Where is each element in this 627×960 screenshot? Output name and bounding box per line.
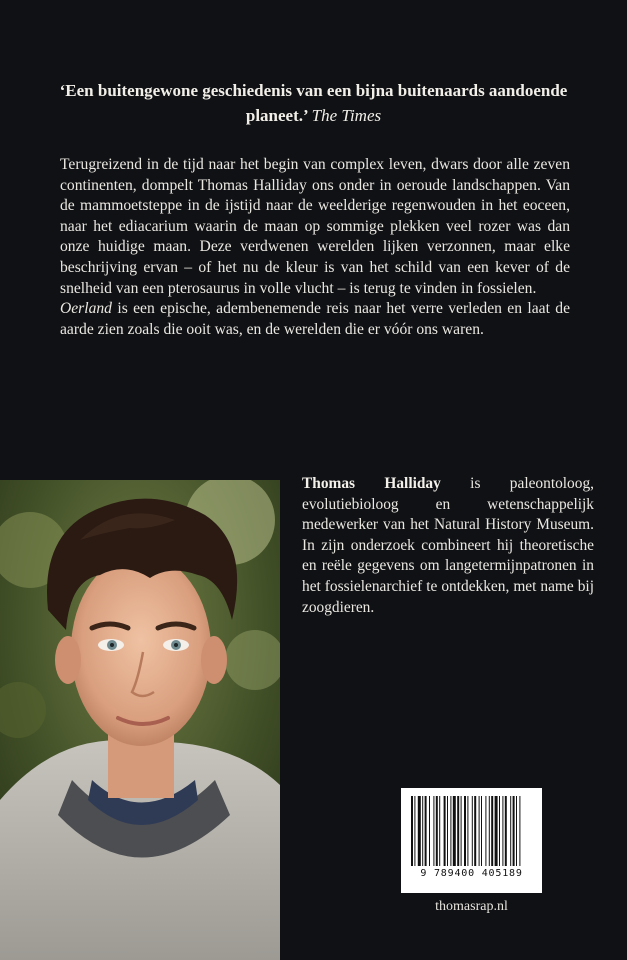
quote-text: ‘Een buitengewone geschiedenis van een bijna buitenaards aandoende planeet.’ — [59, 81, 568, 125]
isbn-barcode — [401, 788, 542, 893]
description-paragraph-1: Terugreizend in de tijd naar het begin van complex leven, dwars door alle zeven continenten, dompelt Thomas Halliday ons onder in oeroude landschappen. Van de mammoetsteppe in de ijstijd naar de weelderige regenwouden in het eoceen, naar het ediacarium waarin de maan op sommige plekken veel rozer was dan onze huidige maan. Deze verdwenen werelden lijken verzonnen, maar elke beschrijving ervan – of het nu de kleur is van het schild van een kever of de snelheid van een pterosaurus in volle vlucht – is terug te vinden in fossielen. — [60, 156, 570, 297]
author-bio — [302, 474, 594, 618]
review-quote — [40, 78, 587, 128]
description-paragraph-2-text: is een epische, adembenemende reis naar het verre verleden en laat de aarde zien zoals die ooit was, en de werelden die er vóór ons waren. — [60, 300, 570, 338]
publisher-url: thomasrap.nl — [435, 899, 508, 914]
quote-source: The Times — [311, 106, 382, 125]
barcode-bars — [411, 796, 532, 866]
author-bio-text: is paleontoloog, evolutiebioloog en wetenschappelijk medewerker van het Natural History Museum. In zijn onderzoek combineert hij theoretische en reële gegevens om langetermijnpatronen in het fossielenarchief te ontdekken, met name bij zoogdieren. — [302, 475, 594, 616]
book-title: Oerland — [60, 300, 112, 318]
description-paragraph-2 — [60, 299, 570, 340]
isbn-number: 9 789400 405189 — [420, 868, 523, 879]
author-photo — [0, 480, 280, 960]
book-description — [60, 155, 570, 340]
author-name: Thomas Halliday — [302, 475, 441, 492]
